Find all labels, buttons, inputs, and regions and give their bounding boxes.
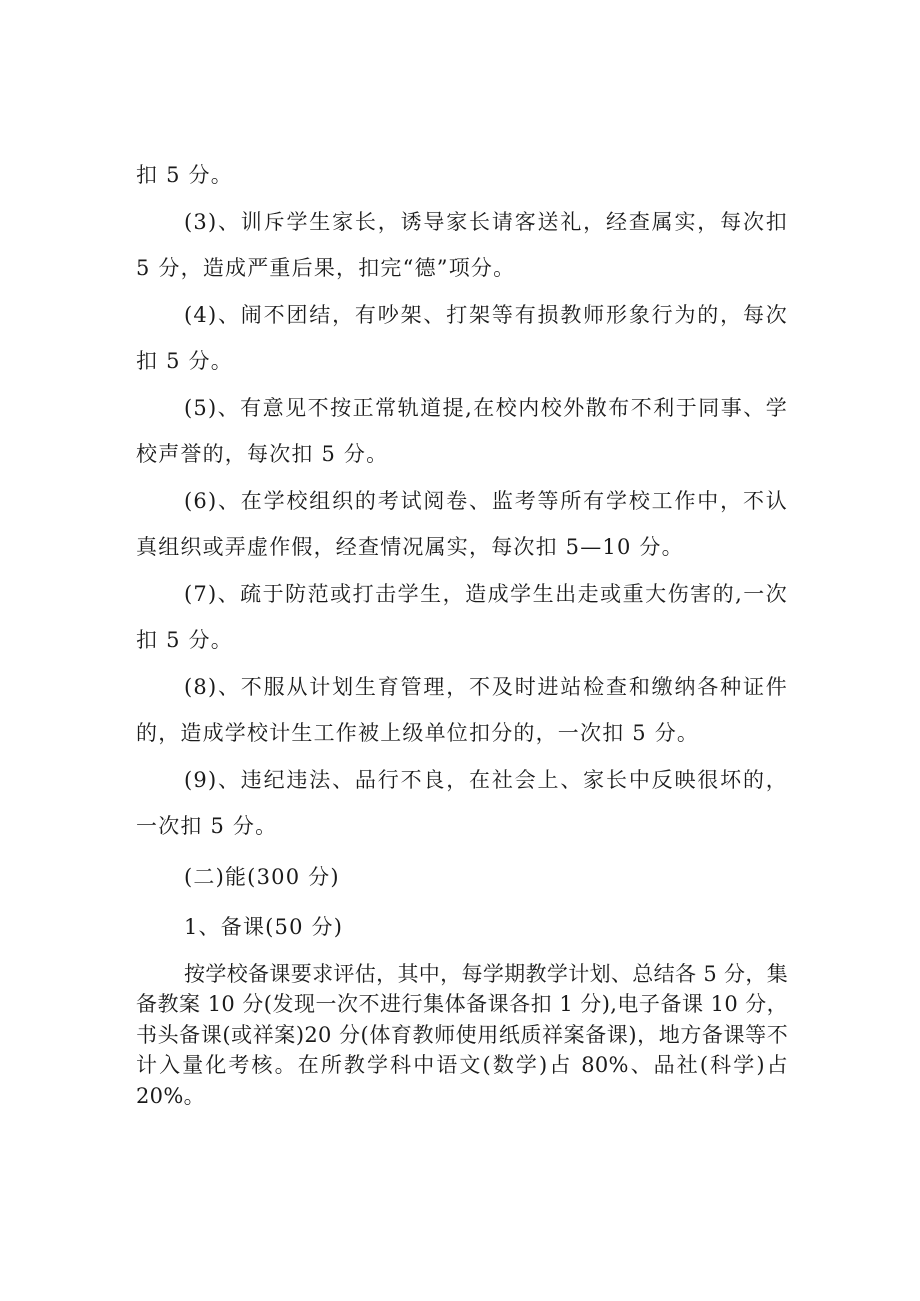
paragraph-item-5: (5)、有意见不按正常轨道提,在校内校外散布不利于同事、学校声誉的，每次扣 5 分。 bbox=[136, 395, 788, 466]
paragraph-item-7: (7)、疏于防范或打击学生，造成学生出走或重大伤害的,一次扣 5 分。 bbox=[136, 581, 788, 652]
paragraph-lesson-prep-rules: 按学校备课要求评估，其中，每学期教学计划、总结各 5 分，集备教案 10 分(发现一次不进行集体备课各扣 1 分),电子备课 10 分，书头备课(或祥案)20 分(体育教师使用纸质祥案备课)，地方备课等不计入量化考核。在所教学科中语文(数学)占 80%、品社(科学)占 20%。 bbox=[136, 961, 788, 1108]
paragraph-item-8: (8)、不服从计划生育管理，不及时进站检查和缴纳各种证件的，造成学校计生工作被上级单位扣分的，一次扣 5 分。 bbox=[136, 674, 788, 745]
paragraph-item-9: (9)、违纪违法、品行不良，在社会上、家长中反映很坏的，一次扣 5 分。 bbox=[136, 767, 788, 838]
paragraph-item-3: (3)、训斥学生家长，诱导家长请客送礼，经查属实，每次扣 5 分，造成严重后果，扣完“德”项分。 bbox=[136, 209, 788, 280]
document-body bbox=[136, 152, 788, 1111]
paragraph-continuation: 扣 5 分。 bbox=[136, 163, 233, 187]
section-heading-ability: (二)能(300 分) bbox=[184, 864, 340, 889]
paragraph-item-4: (4)、闹不团结，有吵架、打架等有损教师形象行为的，每次扣 5 分。 bbox=[136, 302, 788, 373]
subsection-heading-lesson-prep: 1、备课(50 分) bbox=[184, 915, 344, 939]
paragraph-item-6: (6)、在学校组织的考试阅卷、监考等所有学校工作中，不认真组织或弄虚作假，经查情况属实，每次扣 5—10 分。 bbox=[136, 488, 788, 559]
